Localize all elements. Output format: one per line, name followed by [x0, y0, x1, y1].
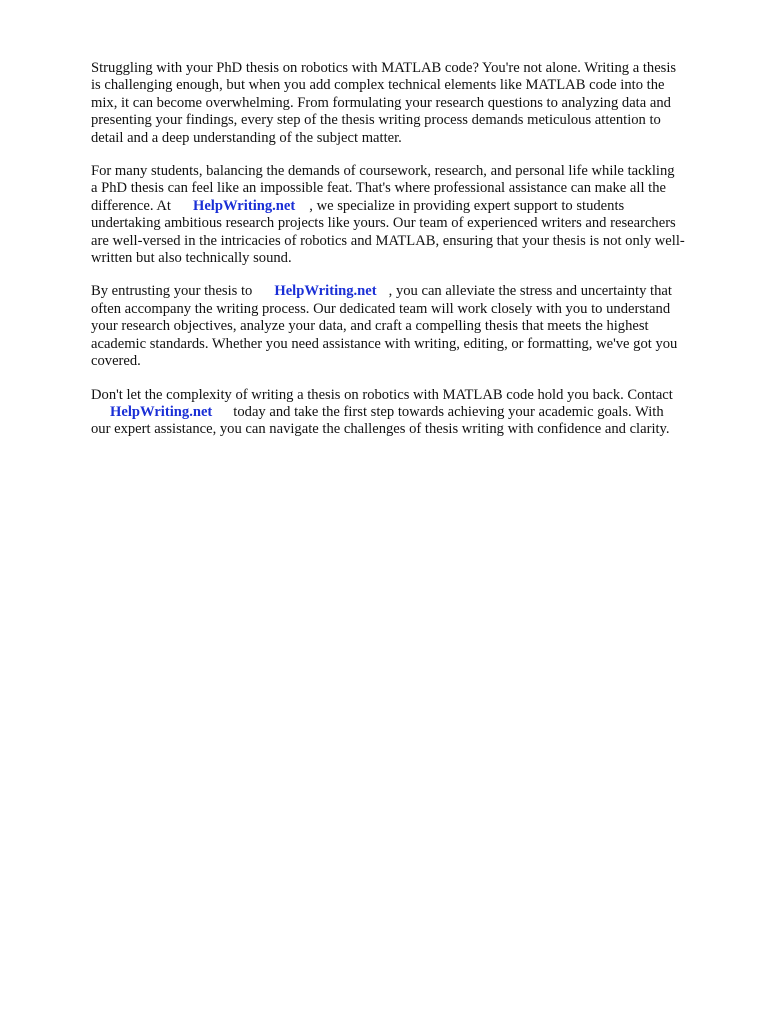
- text-line: For many students, balancing the demands of coursework, research, and personal life while tackling: [91, 163, 675, 180]
- text-line: presenting your findings, every step of the thesis writing process demands meticulous attention to: [91, 112, 661, 129]
- text-line: mix, it can become overwhelming. From formulating your research questions to analyzing data and: [91, 94, 671, 111]
- text-line: Don't let the complexity of writing a thesis on robotics with MATLAB code hold you back. Contact: [91, 386, 673, 403]
- helpwriting-link[interactable]: HelpWriting.net: [192, 197, 296, 214]
- text-line: our expert assistance, you can navigate the challenges of thesis writing with confidence and clarity.: [91, 421, 670, 438]
- text-line: a PhD thesis can feel like an impossible feat. That's where professional assistance can make all the: [91, 180, 666, 197]
- text-segment: By entrusting your thesis to: [91, 283, 253, 300]
- text-line: detail and a deep understanding of the subject matter.: [91, 129, 402, 146]
- text-line-with-link: [91, 404, 726, 421]
- paragraph-contact: [91, 387, 726, 439]
- text-line: your research objectives, analyze your data, and craft a compelling thesis that meets the highest: [91, 318, 649, 335]
- text-segment: today and take the first step towards achieving your academic goals. With: [233, 403, 664, 420]
- document-page: [91, 60, 726, 455]
- helpwriting-link[interactable]: HelpWriting.net: [110, 403, 213, 420]
- paragraph-assistance: [91, 163, 726, 267]
- text-line: written but also technically sound.: [91, 250, 292, 267]
- paragraph-entrusting: [91, 283, 726, 370]
- text-line: Struggling with your PhD thesis on robotics with MATLAB code? You're not alone. Writing a thesis: [91, 60, 677, 76]
- text-line: often accompany the writing process. Our dedicated team will work closely with you to understand: [91, 300, 671, 317]
- text-segment: difference. At: [91, 197, 171, 214]
- text-line-with-link: [91, 198, 726, 215]
- text-line: is challenging enough, but when you add complex technical elements like MATLAB code into the: [91, 77, 665, 94]
- text-line: academic standards. Whether you need assistance with writing, editing, or formatting, we've got you: [91, 335, 678, 352]
- paragraph-intro: [91, 60, 726, 147]
- text-line-with-link: [91, 283, 726, 300]
- text-line: undertaking ambitious research projects like yours. Our team of experienced writers and researchers: [91, 215, 676, 232]
- text-line: are well-versed in the intricacies of robotics and MATLAB, ensuring that your thesis is not only well-: [91, 232, 685, 249]
- text-segment: , we specialize in providing expert support to students: [309, 197, 625, 214]
- text-segment: , you can alleviate the stress and uncertainty that: [388, 283, 672, 300]
- text-line: covered.: [91, 353, 141, 370]
- helpwriting-link[interactable]: HelpWriting.net: [274, 283, 377, 300]
